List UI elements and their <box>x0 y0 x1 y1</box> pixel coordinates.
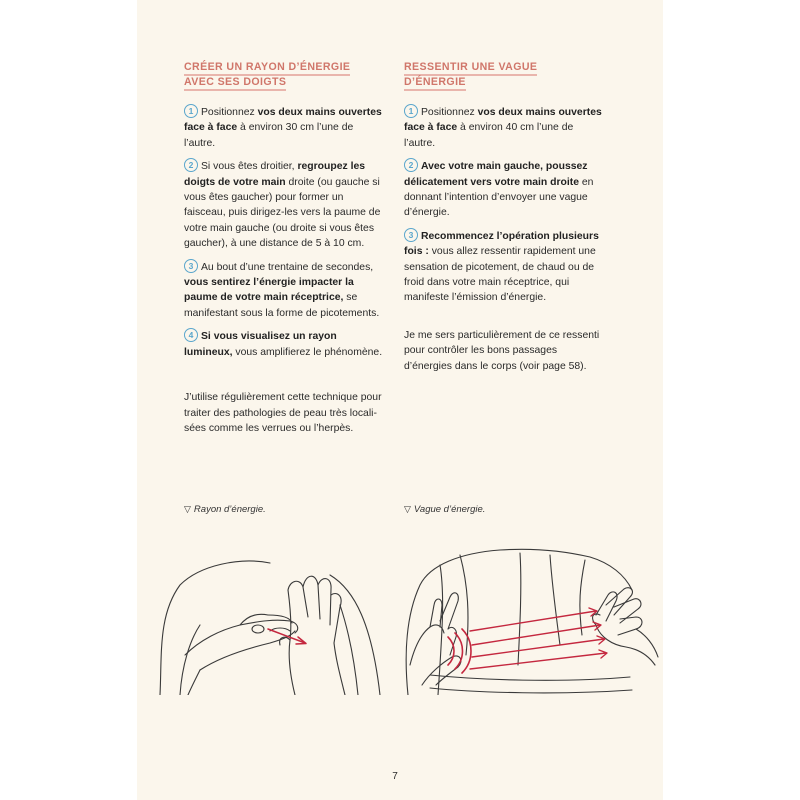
step-number-badge: 3 <box>404 228 418 242</box>
page-number: 7 <box>392 771 398 782</box>
right-note: Je me sers particulièrement de ce ressenti pour contrôler les bons passages d’énergies dans le corps (voir page 58). <box>404 329 600 372</box>
right-step-2: 2 Avec votre main gauche, poussez délicatement vers votre main droite en donnant l’intention d’envoyer une vague d’énergie. <box>404 160 594 219</box>
step-number-badge: 1 <box>404 104 418 118</box>
left-figure-caption: ▽ Rayon d’énergie. <box>184 504 266 515</box>
right-step-1: 1 Positionnez vos deux mains ouvertes face à face à environ 40 cm l’une de l’autre. <box>404 106 602 149</box>
triangle-marker-icon: ▽ <box>404 504 411 514</box>
step-number-badge: 3 <box>184 259 198 273</box>
step-number-badge: 2 <box>184 158 198 172</box>
left-step-4: 4 Si vous visualisez un rayon lumineux, vous amplifierez le phénomène. <box>184 330 383 358</box>
left-column <box>184 60 384 436</box>
left-step-3: 3 Au bout d’une trentaine de secondes, vous sentirez l’énergie impacter la paume de votre main réceptrice, se manifestant sous la forme de picotements. <box>184 260 380 319</box>
right-column <box>404 60 604 374</box>
energy-wave-illustration <box>400 545 662 695</box>
left-note: J’utilise régulièrement cette technique pour traiter des pathologies de peau très localisées comme les verrues ou l’herpès. <box>184 392 382 434</box>
left-step-1: 1 Positionnez vos deux mains ouvertes face à face à environ 30 cm l’une de l’autre. <box>184 106 382 149</box>
step-number-badge: 4 <box>184 328 198 342</box>
energy-ray-illustration <box>140 545 385 695</box>
right-heading: RESSENTIR UNE VAGUE D’ÉNERGIE <box>404 60 604 90</box>
left-step-2: 2 Si vous êtes droitier, regroupez les doigts de votre main droite (ou gauche si vous êtes gaucher) pour former un faisceau, puis dirigez-les vers la paume de votre main gauche (ou droite si vous êtes gaucher), à une distance de 5 à 10 cm. <box>184 160 381 250</box>
triangle-marker-icon: ▽ <box>184 504 191 514</box>
right-step-3: 3 Recommencez l’opération plusieurs fois : vous allez ressentir rapidement une sensation de picotement, de chaud ou de froid dans votre main réceptrice, qui manifeste l’émission d’énergie. <box>404 229 599 304</box>
right-figure-caption: ▽ Vague d’énergie. <box>404 504 486 515</box>
step-number-badge: 1 <box>184 104 198 118</box>
step-number-badge: 2 <box>404 158 418 172</box>
left-heading: CRÉER UN RAYON D’ÉNERGIE AVEC SES DOIGTS <box>184 60 384 90</box>
